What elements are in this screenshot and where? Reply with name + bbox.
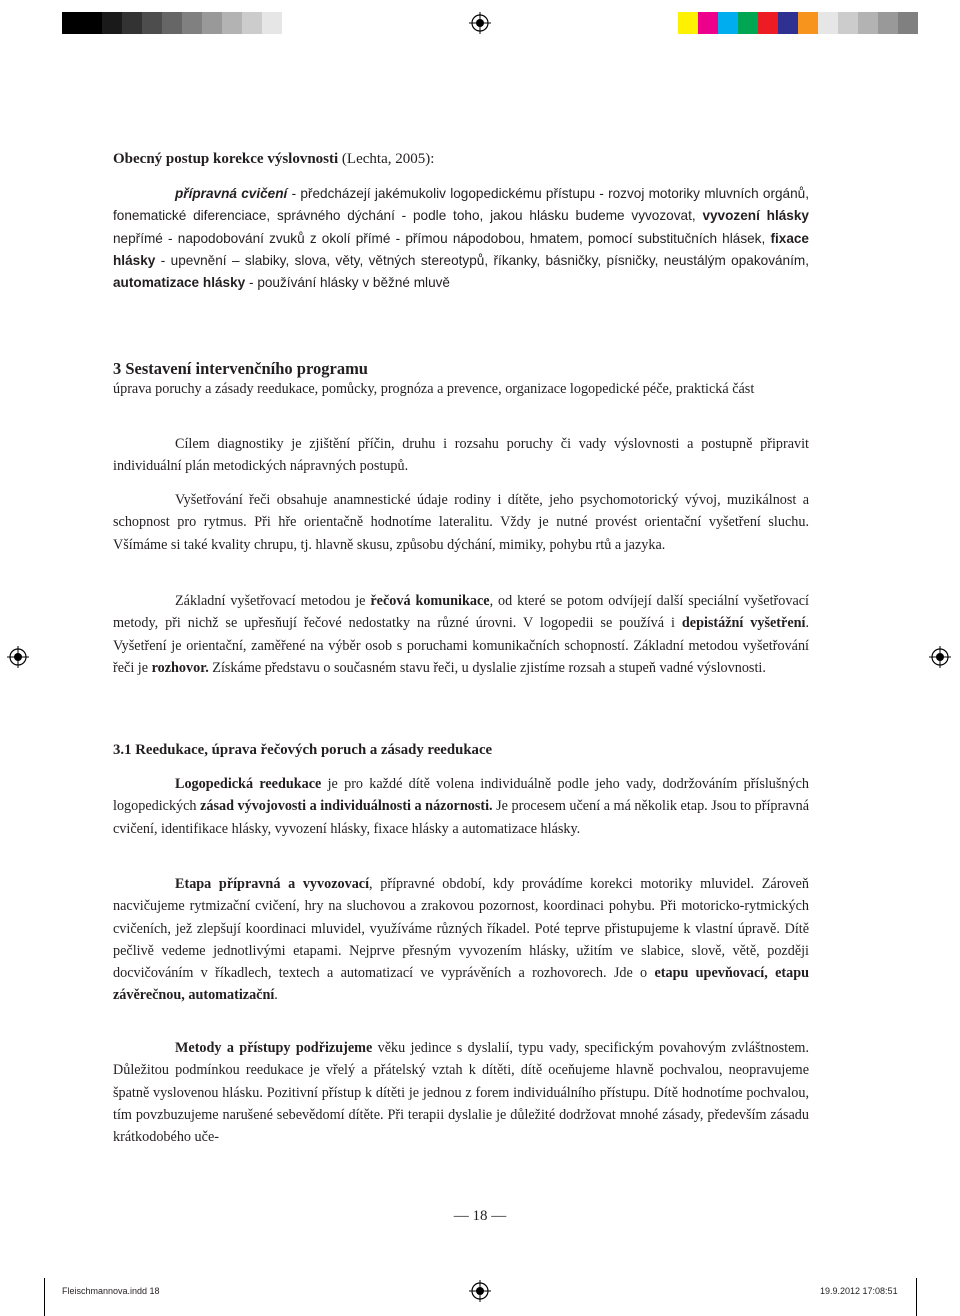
text-run: řečová komunikace: [370, 593, 490, 609]
text-run: - používání hlásky v běžné mluvě: [245, 275, 450, 291]
section-3-paragraph-3: [113, 590, 809, 679]
text-run: rozhovor.: [151, 659, 209, 676]
color-swatch: [818, 12, 838, 34]
color-swatch: [162, 12, 182, 34]
registration-mark-icon: [929, 646, 951, 668]
text-run: Základní vyšetřovací metodou je: [175, 593, 371, 609]
crop-mark: [916, 1278, 917, 1316]
text-run: , od které se potom odvíjejí další speciální vyšetřovací metody, při nichž se upřesňují řečové nedostatky na různé úrovni. V logopedii se používá i: [113, 593, 809, 632]
color-swatch: [738, 12, 758, 34]
text-run: je pro každé dítě volena individuálně podle jeho vady, dodržováním příslušných logopedických: [113, 776, 809, 815]
text-run: Logopedická reedukace: [175, 776, 322, 792]
color-swatch: [222, 12, 242, 34]
color-swatch: [122, 12, 142, 34]
color-swatch: [102, 12, 122, 34]
slug-filename: Fleischmannova.indd 18: [62, 1286, 160, 1296]
color-swatch: [778, 12, 798, 34]
section-3-paragraph-1: Cílem diagnostiky je zjištění příčin, druhu i rozsahu poruchy či vady výslovnosti a postupně připravit individuální plán metodických nápravných postupů.: [113, 436, 809, 475]
intro-paragraph: [113, 183, 809, 294]
text-run: Je procesem učení a má několik etap. Jsou to přípravná cvičení, identifikace hlásky, vyvození hlásky, fixace hlásky a automatizace hlásky.: [113, 798, 809, 837]
color-swatch: [698, 12, 718, 34]
color-swatch: [858, 12, 878, 34]
grayscale-color-bar: [62, 12, 302, 34]
color-swatch: [142, 12, 162, 34]
text-run: - předcházejí jakémukoliv logopedickému přístupu - rozvoj motoriky mluvních orgánů, fonematické diferenciace, správného dýchání - podle toho, jakou hlásku budeme vyvozovat,: [113, 186, 809, 224]
section-3-1-heading: 3.1 Reedukace, úprava řečových poruch a zásady reedukace: [113, 742, 493, 758]
slug-datetime: 19.9.2012 17:08:51: [820, 1286, 898, 1296]
color-swatch: [898, 12, 918, 34]
color-swatch: [262, 12, 282, 34]
text-run: věku jedince s dyslalií, typu vady, specifickým povahovým zvláštnostem. Důležitou podmínkou reedukace je vřelý a přátelský vztah k dítěti, dítě oceňujeme hlavně pochvalou, neopravujeme špatně vyslovenou hlásku. Pozitivní přístup k dítěti je jednou z forem individuálního přístupu. Dítě hodnotíme pochvalou, tím povzbuzujeme narušené sebevědomí dítěte. Při terapii dyslalie je důležité dodržovat mnohé zásady, především zásadu krátkodobého uče-: [113, 1040, 809, 1146]
text-run: fixace hlásky: [113, 230, 809, 268]
color-swatch: [798, 12, 818, 34]
text-run: - upevnění – slabiky, slova, věty, větných stereotypů, říkanky, básničky, písničky, neustálým opakováním,: [155, 252, 809, 268]
registration-mark-icon: [7, 646, 29, 668]
color-swatch: [62, 12, 82, 34]
text-run: etapu upevňovací, etapu závěrečnou, automatizační: [113, 965, 810, 1004]
color-swatch: [678, 12, 698, 34]
text-run: Získáme představu o současném stavu řeči, u dyslalie zjistíme rozsah a stupeň vadné výslovnosti.: [208, 659, 766, 676]
text-run: zásad vývojovosti a individuálnosti a názornosti.: [200, 798, 493, 815]
section-3-1-paragraph-2: [113, 873, 809, 1007]
color-swatch: [718, 12, 738, 34]
section-3-heading: 3 Sestavení intervenčního programu: [113, 359, 368, 378]
color-swatch: [838, 12, 858, 34]
text-run: nepřímé - napodobování zvuků z okolí přímé - přímou nápodobou, hmatem, pomocí substitučních hlásek,: [113, 230, 771, 246]
registration-mark-icon: [469, 1280, 491, 1302]
color-swatch: [282, 12, 302, 34]
color-swatch: [82, 12, 102, 34]
crop-mark: [44, 1278, 45, 1316]
text-run: depistážní vyšetření: [681, 615, 806, 632]
text-run: Metody a přístupy podřizujeme: [175, 1040, 373, 1056]
cmyk-color-bar: [678, 12, 918, 34]
text-run: .: [274, 987, 278, 1004]
text-run: vyvození hlásky: [702, 208, 809, 224]
text-run: automatizace hlásky: [113, 275, 246, 291]
section-3-subtitle: úprava poruchy a zásady reedukace, pomůcky, prognóza a prevence, organizace logopedické péče, praktická část: [113, 381, 755, 397]
intro-heading: Obecný postup korekce výslovnosti (Lechta, 2005):: [113, 151, 435, 167]
registration-mark-icon: [469, 12, 491, 34]
section-3-paragraph-2: Vyšetřování řeči obsahuje anamnestické údaje rodiny i dítěte, jeho psychomotorický vývoj, muzikálnost a schopnost pro rytmus. Při hře orientačně hodnotíme lateralitu. Vždy je nutné provést orientační vyšetření sluchu. Všímáme si také kvality chrupu, tj. hlavně skusu, způsobu dýchání, mimiky, pohybu rtů a jazyka.: [113, 492, 809, 553]
text-run: . Vyšetření je orientační, zaměřené na výběr osob s poruchami komunikačních schopností. Základní metodou vyšetřování řeči je: [113, 615, 809, 676]
color-swatch: [878, 12, 898, 34]
text-run: Etapa přípravná a vyvozovací: [175, 876, 370, 892]
text-run: , přípravné období, kdy provádíme korekci motoriky mluvidel. Zároveň nacvičujeme rytmizační cvičení, hry na sluchovou a zrakovou pozornost, koordinaci pohybu. Při motoricko-rytmických cvičeních, jež zlepšují koordinaci mluvidel, využíváme různých říkadel. Poté teprve přistupujeme k vlastní úpravě. Dítě pečlivě vedeme jednotlivými etapami. Nejprve přesným vyvozením hlásky, užitím ve slabice, slově, větě, později docvičováním v říkadlech, textech a automatizací ve vyprávěních a rozhovorech. Jde o: [113, 876, 809, 982]
section-3-1-paragraph-3: [113, 1037, 809, 1148]
color-swatch: [182, 12, 202, 34]
page-number: — 18 —: [453, 1208, 507, 1224]
color-swatch: [202, 12, 222, 34]
text-run: přípravná cvičení: [175, 186, 288, 201]
color-swatch: [242, 12, 262, 34]
color-swatch: [758, 12, 778, 34]
section-3-1-paragraph-1: [113, 773, 809, 840]
